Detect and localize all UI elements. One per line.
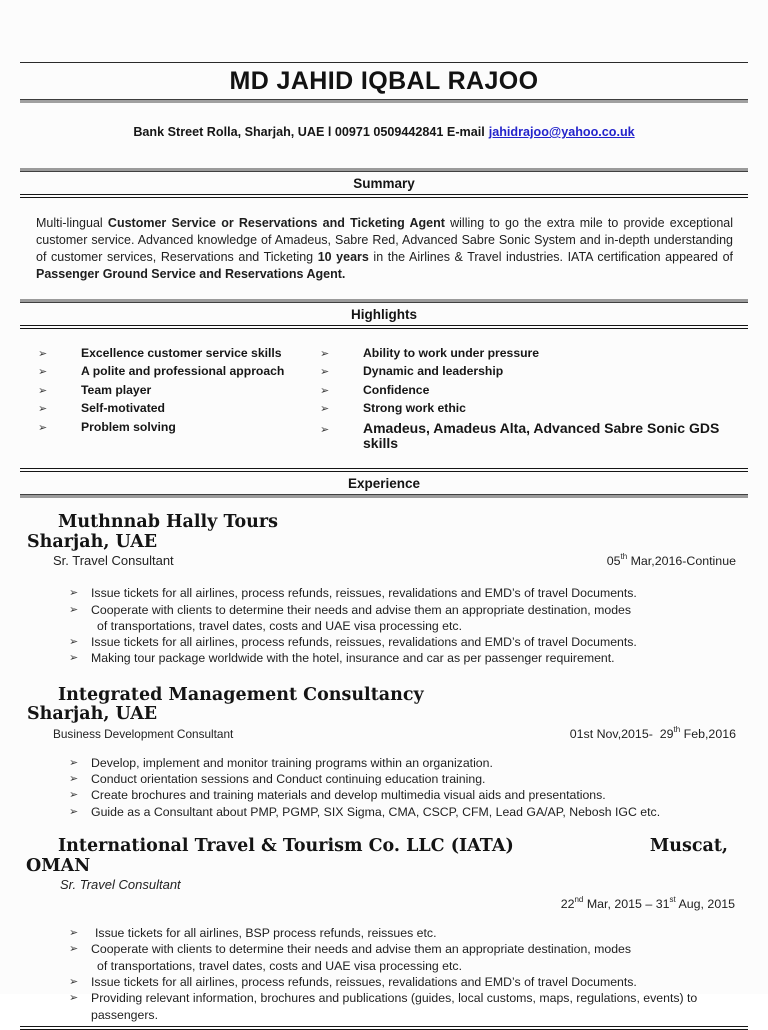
section-header-experience <box>20 468 748 498</box>
bullet-item <box>69 974 734 990</box>
summary-text: Multi-lingual <box>36 216 108 230</box>
bullet-text: Issue tickets for all airlines, process refunds, reissues, revalidations and EMD’s of travel Documents. <box>91 635 637 650</box>
job-integrated-management-consultancy <box>20 686 748 820</box>
summary-paragraph <box>36 215 733 283</box>
bullet-text: Cooperate with clients to determine their needs and advise them an appropriate destination, modes <box>91 942 632 957</box>
company-location: Sharjah, UAE <box>27 704 158 725</box>
summary-title: Summary <box>353 176 415 191</box>
bullet-text: Develop, implement and monitor training programs within an organization. <box>91 755 493 770</box>
job-bullet-list <box>69 755 734 820</box>
highlight-text: Self-motivated <box>81 401 165 416</box>
bullet-text: Providing relevant information, brochures and publications (guides, local customs, maps, regulations, events) to passengers. <box>91 991 698 1022</box>
highlights-list-left <box>38 347 320 456</box>
bullet-item <box>69 787 734 803</box>
summary-bottom-rule <box>20 194 748 198</box>
name-header <box>20 62 748 103</box>
highlight-item <box>38 402 320 416</box>
highlight-item <box>320 384 748 398</box>
bullet-item <box>69 602 734 635</box>
arrow-bullet-icon: ➢ <box>320 423 330 436</box>
summary-text: in the Airlines & Travel industries. IATA certification appeared of <box>368 249 734 264</box>
arrow-bullet-icon: ➢ <box>69 773 79 786</box>
highlights-bottom-rule <box>20 325 748 329</box>
arrow-bullet-icon: ➢ <box>69 927 79 940</box>
arrow-bullet-icon: ➢ <box>38 421 48 434</box>
arrow-bullet-icon: ➢ <box>69 756 79 769</box>
experience-bottom-rule <box>20 494 748 498</box>
arrow-bullet-icon: ➢ <box>69 789 79 802</box>
bullet-item <box>69 634 734 650</box>
arrow-bullet-icon: ➢ <box>38 366 48 379</box>
header-bottom-rule <box>20 99 748 103</box>
bullet-item <box>69 941 734 974</box>
bullet-item <box>69 585 734 601</box>
arrow-bullet-icon: ➢ <box>69 587 79 600</box>
company-city: Muscat, <box>649 836 728 857</box>
highlight-item <box>320 347 748 361</box>
highlight-item <box>38 421 320 435</box>
company-name: International Travel & Tourism Co. LLC (IATA) <box>58 836 514 857</box>
bullet-text: Issue tickets for all airlines, process refunds, reissues, revalidations and EMD’s of travel Documents. <box>91 586 637 601</box>
arrow-bullet-icon: ➢ <box>320 347 330 360</box>
highlight-item <box>38 365 320 379</box>
highlights-list <box>20 347 748 456</box>
contact-text: Bank Street Rolla, Sharjah, UAE l 00971 0509442841 E-mail <box>133 125 485 139</box>
job-dates: 22nd Mar, 2015 – 31st Aug, 2015 <box>560 895 735 912</box>
bullet-item <box>69 804 734 820</box>
highlights-title: Highlights <box>351 306 417 322</box>
bullet-text: Conduct orientation sessions and Conduct continuing education training. <box>91 772 486 787</box>
section-header-summary <box>20 168 748 198</box>
bullet-item <box>69 755 734 771</box>
job-bullet-list <box>69 585 734 666</box>
job-international-travel-tourism <box>20 837 748 1023</box>
bullet-item <box>69 650 734 666</box>
highlight-text: Team player <box>81 382 152 397</box>
job-role: Sr. Travel Consultant <box>60 877 181 893</box>
job-dates: 01st Nov,2015- 29th Feb,2016 <box>569 724 736 741</box>
job-role: Business Development Consultant <box>53 726 234 741</box>
arrow-bullet-icon: ➢ <box>38 403 48 416</box>
summary-text: willing to go the extra mile to provide exceptional customer service. Advanced knowledge of Amadeus, Sabre Red, Advanced Sabre Sonic System and in-depth understanding of customer services, Reservations and Ticketing <box>36 216 733 264</box>
role-line <box>20 553 736 568</box>
highlight-item <box>320 365 748 379</box>
arrow-bullet-icon: ➢ <box>38 347 48 360</box>
company-name: Integrated Management Consultancy <box>58 684 424 705</box>
job-role: Sr. Travel Consultant <box>53 553 174 569</box>
highlight-text: Confidence <box>363 382 430 397</box>
arrow-bullet-icon: ➢ <box>69 603 79 616</box>
bullet-text: Create brochures and training materials and develop multimedia visual aids and presentations. <box>91 788 606 803</box>
job-dates: 05th Mar,2016-Continue <box>606 552 736 569</box>
contact-line <box>20 125 748 139</box>
summary-bold-text: 10 years <box>317 249 369 264</box>
arrow-bullet-icon: ➢ <box>69 976 79 989</box>
arrow-bullet-icon: ➢ <box>69 992 79 1005</box>
job-bullet-list <box>69 925 734 1023</box>
summary-bold-text: Passenger Ground Service and Reservations Agent. <box>36 266 346 281</box>
section-header-highlights <box>20 299 748 329</box>
arrow-bullet-icon: ➢ <box>320 366 330 379</box>
candidate-name: MD JAHID IQBAL RAJOO <box>229 67 539 95</box>
highlight-text: Strong work ethic <box>363 401 466 416</box>
highlight-text: A polite and professional approach <box>81 364 285 379</box>
bullet-text: Guide as a Consultant about PMP, PGMP, SIX Sigma, CMA, CSCP, CFM, Lead GA/AP, Nebosh IGC etc. <box>91 804 661 819</box>
arrow-bullet-icon: ➢ <box>69 805 79 818</box>
bullet-item <box>69 925 734 941</box>
highlights-list-right <box>320 347 748 456</box>
bullet-text: Issue tickets for all airlines, process refunds, reissues, revalidations and EMD’s of travel Documents. <box>91 975 637 990</box>
experience-title: Experience <box>347 476 421 492</box>
highlight-text: Amadeus, Amadeus Alta, Advanced Sabre Sonic GDS skills <box>363 419 720 451</box>
bullet-continuation: of transportations, travel dates, costs and UAE visa processing etc. <box>97 618 462 633</box>
bullet-continuation: of transportations, travel dates, costs and UAE visa processing etc. <box>97 958 462 973</box>
bullet-text: Cooperate with clients to determine their needs and advise them an appropriate destination, modes <box>91 602 632 617</box>
highlight-item <box>320 402 748 416</box>
arrow-bullet-icon: ➢ <box>320 384 330 397</box>
highlight-text: Ability to work under pressure <box>363 345 540 360</box>
arrow-bullet-icon: ➢ <box>69 636 79 649</box>
bullet-item <box>69 990 734 1023</box>
arrow-bullet-icon: ➢ <box>69 652 79 665</box>
summary-bold-text: Customer Service or Reservations and Ticketing Agent <box>107 216 445 230</box>
highlight-text: Excellence customer service skills <box>81 345 282 360</box>
highlight-text: Dynamic and leadership <box>363 364 504 379</box>
arrow-bullet-icon: ➢ <box>320 403 330 416</box>
email-link[interactable]: jahidrajoo@yahoo.co.uk <box>488 125 635 139</box>
bullet-text: Issue tickets for all airlines, BSP process refunds, reissues etc. <box>95 926 437 941</box>
arrow-bullet-icon: ➢ <box>69 943 79 956</box>
highlight-item <box>320 421 748 451</box>
company-location: Sharjah, UAE <box>27 531 158 552</box>
highlight-item <box>38 384 320 398</box>
company-location: OMAN <box>26 855 91 876</box>
company-name: Muthnnab Hally Tours <box>58 512 278 533</box>
bullet-item <box>69 771 734 787</box>
bullet-text: Making tour package worldwide with the hotel, insurance and car as per passenger requirement. <box>91 651 615 666</box>
role-line <box>20 726 736 741</box>
page-end-rule <box>20 1026 748 1030</box>
highlight-text: Problem solving <box>81 419 176 434</box>
highlight-item <box>38 347 320 361</box>
company-line <box>20 837 748 857</box>
job-muthnnab-hally-tours <box>20 513 748 667</box>
arrow-bullet-icon: ➢ <box>38 384 48 397</box>
